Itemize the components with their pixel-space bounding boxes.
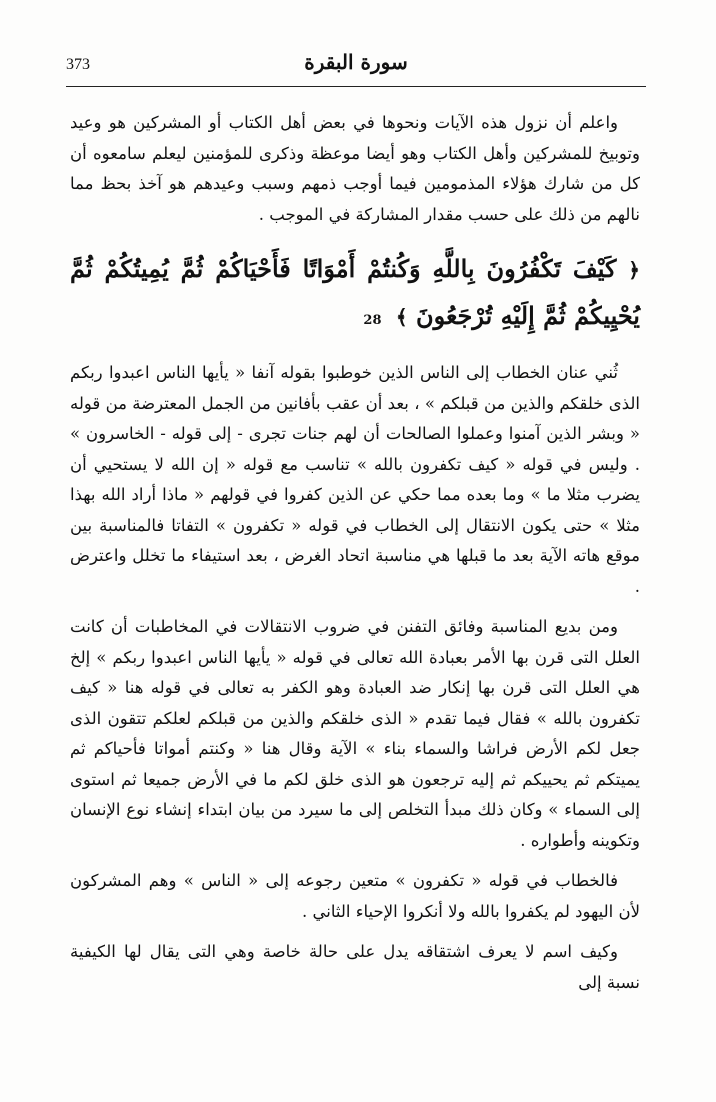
page-header <box>66 50 646 84</box>
surah-title: سورة البقرة <box>304 50 408 74</box>
paragraph-commentary-2: ومن بديع المناسبة وفائق التفنن في ضروب الانتقالات في المخاطبات أن كانت العلل التى قرن بها الأمر بعبادة الله تعالى في قوله « يأيها الناس اعبدوا ربكم » إلخ هي العلل التى قرن بها إنكار ضد العبادة وهو الكفر به تعالى في قوله هنا « كيف تكفرون بالله » فقال فيما تقدم « الذى خلقكم والذين من قبلكم لعلكم تتقون الذى جعل لكم الأرض فراشا والسماء بناء » الآية وقال هنا « وكنتم أمواتا فأحياكم ثم يميتكم ثم يحييكم ثم إليه ترجعون هو الذى خلق لكم ما في الأرض جميعا ثم استوى إلى السماء » وكان ذلك مبدأ التخلص إلى ما سيرد من بيان ابتداء إنشاء نوع الإنسان وتكوينه وأطواره . <box>70 617 640 850</box>
verse-close-bracket: ﴾ <box>395 305 408 329</box>
verse-open-bracket: ﴿ <box>628 258 641 282</box>
verse-number: 28 <box>363 313 382 328</box>
page-number: 373 <box>66 56 90 73</box>
paragraph-commentary-4: وكيف اسم لا يعرف اشتقاقه يدل على حالة خاصة وهي التى يقال لها الكيفية نسبة إلى <box>70 942 640 992</box>
paragraph-commentary-1: ثُني عنان الخطاب إلى الناس الذين خوطبوا بقوله آنفا « يأيها الناس اعبدوا ربكم الذى خلقكم والذين من قبلكم » ، بعد أن عقب بأفانين من الجمل المعترضة من قوله « وبشر الذين آمنوا وعملوا الصالحات أن لهم جنات تجرى - إلى قوله - الخاسرون » . وليس في قوله « كيف تكفرون بالله » تناسب مع قوله « إن الله لا يستحيي أن يضرب مثلا ما » وما بعده مما حكي عن الذين كفروا في قولهم « ماذا أراد الله بهذا مثلا » حتى يكون الانتقال إلى الخطاب في قوله « تكفرون » التفاتا فالمناسبة بين موقع هاته الآية بعد ما قبلها هي مناسبة اتحاد الغرض ، بعد استيفاء ما تخلل واعترض . <box>70 363 640 596</box>
paragraph-commentary-3: فالخطاب في قوله « تكفرون » متعين رجوعه إلى « الناس » وهم المشركون لأن اليهود لم يكفروا بالله ولا أنكروا الإحياء الثاني . <box>70 871 640 921</box>
header-divider <box>66 86 646 87</box>
quran-verse <box>70 246 640 344</box>
page-body <box>70 108 640 1008</box>
verse-text: كَيْفَ تَكْفُرُونَ بِاللَّهِ وَكُنتُمْ أَمْوَاتًا فَأَحْيَاكُمْ ثُمَّ يُمِيتُكُمْ ثُمَّ يُحْيِيكُمْ ثُمَّ إِلَيْهِ تُرْجَعُونَ <box>70 254 640 330</box>
paragraph-intro: واعلم أن نزول هذه الآيات ونحوها في بعض أهل الكتاب أو المشركين هو وعيد وتوبيخ للمشركين وأهل الكتاب وهو أيضا موعظة وذكرى للمؤمنين ليعلم سامعوه أن كل من شارك هؤلاء المذمومين فيما أوجب ذمهم وسبب وعيدهم هو آخذ بحظ مما نالهم من ذلك على حسب مقدار المشاركة في الموجب . <box>70 113 640 224</box>
